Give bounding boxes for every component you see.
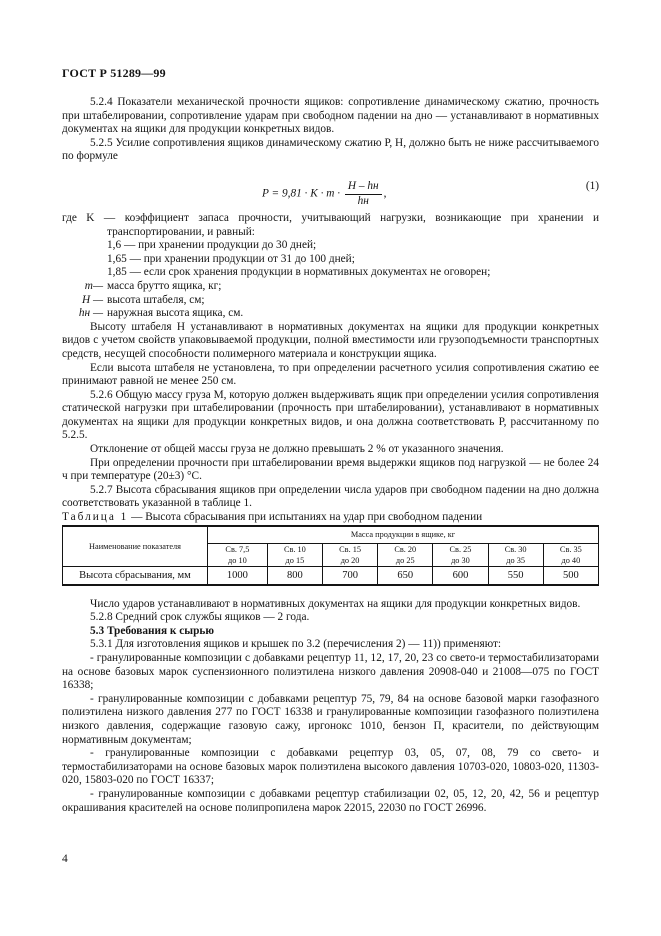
where-h (62, 294, 599, 308)
paragraph-hold-time: При определении прочности при штабелировании время выдержки ящиков под нагрузкой — не более 24 ч при температуре (20±3) °С. (62, 456, 599, 483)
paragraph-impact-count: Число ударов устанавливают в нормативных документах на ящики для продукции конкретных видов. (90, 597, 581, 610)
page-number: 4 (62, 853, 68, 865)
drop-height-table (62, 525, 599, 586)
table-col-header: Св. 25 до 30 (433, 543, 488, 566)
table-cell: 500 (543, 566, 598, 585)
paragraph-default-height: Если высота штабеля не установлена, то при определении расчетного усилия сопротивления сжатию ее принимают равной не менее 250 см. (62, 361, 599, 388)
section-heading-5-3: 5.3 Требования к сырью (90, 624, 214, 637)
formula-numerator: H – hн (345, 180, 382, 195)
table-group-header: Масса продукции в ящике, кг (208, 526, 599, 544)
table-row-label: Высота сбрасывания, мм (63, 566, 208, 585)
table-col-header: Св. 15 до 20 (322, 543, 377, 566)
paragraph-5-3-1: 5.3.1 Для изготовления ящиков и крышек по 3.2 (перечисления 2) — 11)) применяют: (90, 638, 502, 651)
paragraph-5-2-6: 5.2.6 Общую массу груза M, которую должен выдерживать ящик при определении усилия сопротивления статической нагрузки при штабелировании (прочность при штабелировании), устанавливают в нормативных документах на ящики для продукции конкретных видов, и она должна соответствовать P, рассчитанному по 5.2.5. (62, 388, 599, 442)
list-item: - гранулированные композиции с добавками рецептур стабилизации 02, 05, 12, 20, 42, 56 и рецептур окрашивания красителей на основе полипропилена марок 22015, 22030 по ГОСТ 26996. (62, 787, 599, 814)
table-row (63, 566, 599, 585)
list-item: - гранулированные композиции с добавками рецептур 03, 05, 07, 08, 79 со свето- и термостабилизаторами на основе базовых марок полиэтилена высокого давления 10703-020, 10803-020, 11303-020, 15803-020 по ГОСТ 16337; (62, 747, 599, 787)
where-k-2: 1,65 — при хранении продукции от 31 до 100 дней; (107, 252, 355, 265)
paragraph-stack-height: Высоту штабеля H устанавливают в нормативных документах на ящики для продукции конкретных видов с учетом свойств упаковываемой продукции, полной вместимости или грузоподъемности транспортных средств, несущей способности полимерного материала и конструкции ящика. (62, 320, 599, 360)
definition-h: высота штабеля, см; (107, 293, 205, 306)
paragraph-5-2-4: 5.2.4 Показатели механической прочности ящиков: сопротивление динамическому сжатию, прочность при штабелировании, сопротивление ударам при свободном падении на дно — устанавливают в нормативных документах на ящики для продукции конкретных видов. (62, 96, 599, 136)
definition-m: масса брутто ящика, кг; (107, 279, 222, 292)
where-k-3: 1,85 — если срок хранения продукции в нормативных документах не оговорен; (107, 266, 491, 279)
formula-1 (62, 164, 599, 212)
document-header: ГОСТ Р 51289—99 (62, 66, 166, 80)
table-col-header: Св. 35 до 40 (543, 543, 598, 566)
formula-number: (1) (585, 179, 599, 192)
where-m (62, 280, 599, 294)
where-hn (62, 307, 599, 321)
table-col-header: Св. 10 до 15 (267, 543, 322, 566)
paragraph-5-2-7: 5.2.7 Высота сбрасывания ящиков при определении числа ударов при свободном падении на дно должна соответствовать указанной в таблице 1. (62, 483, 599, 510)
table-caption (62, 511, 599, 525)
where-k-1: 1,6 — при хранении продукции до 30 дней; (107, 239, 317, 252)
formula-fraction (345, 180, 382, 208)
formula-lhs: P = 9,81 · K · m · (262, 187, 341, 200)
list-item: - гранулированные композиции с добавками рецептур 11, 12, 17, 20, 23 со свето-и термостабилизаторами на основе базовых марок суспензионного полиэтилена низкого давления 20908-040 и 21008—075 по ГОСТ 16338; (62, 652, 599, 692)
table-caption-text: — Высота сбрасывания при испытаниях на удар при свободном падении (128, 511, 483, 524)
table-cell: 550 (488, 566, 543, 585)
formula-tail: , (383, 187, 387, 200)
definition-hn: наружная высота ящика, см. (107, 307, 244, 320)
table-col-header: Св. 7,5 до 10 (208, 543, 268, 566)
table-col-header: Св. 20 до 25 (378, 543, 433, 566)
symbol-m: m— (84, 279, 103, 292)
paragraph-deviation: Отклонение от общей массы груза не должно превышать 2 % от указанного значения. (90, 443, 504, 456)
table-cell: 600 (433, 566, 488, 585)
paragraph-5-2-8: 5.2.8 Средний срок службы ящиков — 2 года. (90, 611, 310, 624)
paragraph-5-2-5: 5.2.5 Усилие сопротивления ящиков динамическому сжатию Р, Н, должно быть не ниже рассчитываемого по формуле (62, 136, 599, 163)
formula-expression (262, 180, 386, 208)
table-header-row (63, 526, 599, 544)
table-cell: 800 (267, 566, 322, 585)
formula-denominator: hн (357, 194, 369, 207)
symbol-h: H — (81, 293, 103, 306)
table-cell: 1000 (208, 566, 268, 585)
list-item: - гранулированные композиции с добавками рецептур 75, 79, 84 на основе базовой марки газофазного полиэтилена низкого давления 277 по ГОСТ 16338 и гранулированные композиции газофазного полиэтилена низкого давления, содержащие газовую сажу, иргонокс 1010, бензон П, красители, по действующим нормативным документам; (62, 692, 599, 746)
table-cell: 650 (378, 566, 433, 585)
symbol-hn: hн — (78, 307, 103, 320)
table-caption-label: Таблица 1 (62, 511, 129, 524)
table-cell: 700 (322, 566, 377, 585)
table-name-header: Наименование показателя (63, 526, 208, 567)
where-k: где K — коэффициент запаса прочности, учитывающий нагрузки, возникающие при хранении и транспортировании, и равный: (62, 211, 599, 238)
table-col-header: Св. 30 до 35 (488, 543, 543, 566)
body-text (62, 96, 599, 815)
